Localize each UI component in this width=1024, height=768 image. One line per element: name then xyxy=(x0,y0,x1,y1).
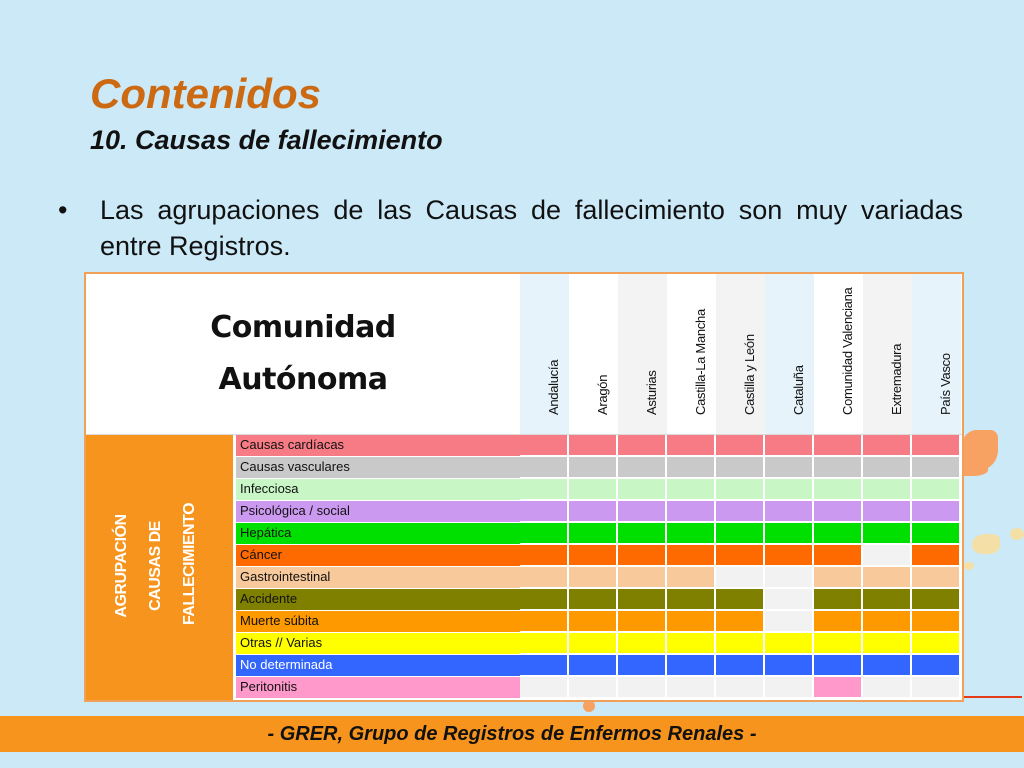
table-cell-filled xyxy=(912,545,961,567)
column-header xyxy=(716,274,765,434)
table-cell-filled xyxy=(814,501,863,523)
table-cell-filled xyxy=(716,479,765,501)
table-cell-filled xyxy=(716,655,765,677)
column-header-label: País Vasco xyxy=(938,353,953,415)
table-cell-filled xyxy=(618,589,667,611)
table-cell-filled xyxy=(863,435,912,457)
table-cell-filled xyxy=(569,523,618,545)
footer-bar xyxy=(0,716,1024,752)
table-cell-filled xyxy=(716,545,765,567)
table-cell-filled xyxy=(667,457,716,479)
table-cell-empty xyxy=(569,677,618,699)
column-header-label: Extremadura xyxy=(889,343,904,415)
table-cell-filled xyxy=(912,633,961,655)
table-cell-filled xyxy=(912,611,961,633)
table-cell-filled xyxy=(912,655,961,677)
column-header xyxy=(814,274,863,434)
table-cell-filled xyxy=(765,633,814,655)
table-cell-filled xyxy=(912,479,961,501)
table-cell-filled xyxy=(716,501,765,523)
table-cell-filled xyxy=(765,479,814,501)
table-cell-filled xyxy=(520,457,569,479)
row-label: Infecciosa xyxy=(240,481,299,496)
row-label: Cáncer xyxy=(240,547,282,562)
table-cell-empty xyxy=(765,567,814,589)
map-fragment xyxy=(1010,528,1024,540)
table-cell-empty xyxy=(716,567,765,589)
table-cell-empty xyxy=(618,677,667,699)
table-cell-filled xyxy=(863,523,912,545)
table-cell-filled xyxy=(863,501,912,523)
table-cell-empty xyxy=(863,677,912,699)
table-cell-filled xyxy=(618,523,667,545)
table-cell-filled xyxy=(618,501,667,523)
table-cell-filled xyxy=(520,545,569,567)
table-cell-filled xyxy=(814,589,863,611)
table-cell-filled xyxy=(814,611,863,633)
column-header xyxy=(765,274,814,434)
side-label-group xyxy=(86,435,233,700)
column-header-label: Comunidad Valenciana xyxy=(840,287,855,415)
table-cell-filled xyxy=(863,655,912,677)
table-cell-filled xyxy=(618,567,667,589)
table-cell-filled xyxy=(520,589,569,611)
table-cell-filled xyxy=(912,589,961,611)
row-label: Gastrointestinal xyxy=(240,569,331,584)
table-cell-filled xyxy=(667,523,716,545)
bullet-point xyxy=(58,192,963,264)
table-cell-filled xyxy=(814,545,863,567)
table-cell-filled xyxy=(569,633,618,655)
table-cell-filled xyxy=(814,457,863,479)
table-row xyxy=(236,677,522,699)
table-cell-filled xyxy=(569,567,618,589)
table-cell-filled xyxy=(520,479,569,501)
table-cell-filled xyxy=(814,655,863,677)
table-cell-filled xyxy=(667,435,716,457)
table-cell-filled xyxy=(912,523,961,545)
column-header xyxy=(912,274,961,434)
table-cell-filled xyxy=(569,457,618,479)
table-cell-filled xyxy=(814,479,863,501)
table-row xyxy=(236,501,522,523)
table-cell-filled xyxy=(520,655,569,677)
section-subtitle: 10. Causas de fallecimiento xyxy=(90,125,443,155)
bullet-icon: • xyxy=(58,195,68,225)
column-header-label: Castilla-La Mancha xyxy=(693,309,708,415)
table-cell-filled xyxy=(765,435,814,457)
bullet-text: Las agrupaciones de las Causas de fallecimiento son muy variadas entre Registros. xyxy=(100,195,963,261)
table-row xyxy=(236,435,522,457)
table-cell-filled xyxy=(863,457,912,479)
table-cell-filled xyxy=(814,633,863,655)
table-cell-filled xyxy=(863,479,912,501)
table-cell-filled xyxy=(765,523,814,545)
table-header-title-cell xyxy=(86,274,520,434)
table-cell-filled xyxy=(618,479,667,501)
table-cell-filled xyxy=(618,633,667,655)
table-cell-filled xyxy=(667,655,716,677)
table-cell-filled xyxy=(520,611,569,633)
side-label-2: CAUSAS DE xyxy=(147,521,164,611)
table-cell-empty xyxy=(765,611,814,633)
table-cell-filled xyxy=(569,655,618,677)
table-cell-filled xyxy=(618,435,667,457)
table-cell-filled xyxy=(814,523,863,545)
row-label: Causas cardíacas xyxy=(240,437,345,452)
side-label-3: FALLECIMIENTO xyxy=(181,502,198,626)
table-cell-filled xyxy=(618,611,667,633)
table-cell-filled xyxy=(667,545,716,567)
table-cell-filled xyxy=(667,501,716,523)
table-cell-filled xyxy=(716,633,765,655)
table-cell-filled xyxy=(863,589,912,611)
table-cell-filled xyxy=(520,567,569,589)
row-label: Peritonitis xyxy=(240,679,298,694)
table-cell-filled xyxy=(716,435,765,457)
table-cell-filled xyxy=(765,545,814,567)
column-header xyxy=(618,274,667,434)
column-header xyxy=(863,274,912,434)
map-fragment xyxy=(964,562,974,570)
table-cell-filled xyxy=(814,567,863,589)
table-row xyxy=(236,457,522,479)
table-cell-filled xyxy=(667,479,716,501)
row-label: Accidente xyxy=(240,591,298,606)
table-cell-filled xyxy=(863,611,912,633)
table-cell-empty xyxy=(863,545,912,567)
table-cell-filled xyxy=(814,677,863,699)
table-cell-filled xyxy=(716,457,765,479)
footer-text: - GRER, Grupo de Registros de Enfermos Renales - xyxy=(267,722,757,745)
table-cell-filled xyxy=(863,633,912,655)
table-cell-empty xyxy=(716,677,765,699)
table-cell-filled xyxy=(765,501,814,523)
row-label: Otras // Varias xyxy=(240,635,323,650)
table-cell-filled xyxy=(618,545,667,567)
map-fragment xyxy=(972,534,1000,554)
table-cell-filled xyxy=(814,435,863,457)
table-row xyxy=(236,633,522,655)
table-row xyxy=(236,567,522,589)
row-label: No determinada xyxy=(240,657,333,672)
table-cell-filled xyxy=(520,633,569,655)
table-row xyxy=(236,523,522,545)
table-cell-filled xyxy=(667,611,716,633)
table-cell-filled xyxy=(667,589,716,611)
table-header-line-2: Autónoma xyxy=(218,362,388,397)
table-cell-filled xyxy=(716,523,765,545)
row-label: Causas vasculares xyxy=(240,459,350,474)
table-cell-filled xyxy=(667,633,716,655)
page-title: Contenidos xyxy=(90,70,321,117)
row-label: Muerte súbita xyxy=(240,613,319,628)
table-cell-filled xyxy=(569,545,618,567)
table-cell-filled xyxy=(520,435,569,457)
table-header-title xyxy=(86,302,520,406)
row-label: Hepática xyxy=(240,525,292,540)
table-row xyxy=(236,611,522,633)
column-header xyxy=(569,274,618,434)
column-header-label: Cataluña xyxy=(791,365,806,415)
column-header xyxy=(667,274,716,434)
row-label: Psicológica / social xyxy=(240,503,350,518)
table-cell-filled xyxy=(520,501,569,523)
column-header xyxy=(520,274,569,434)
table-cell-filled xyxy=(569,611,618,633)
table-cell-filled xyxy=(912,567,961,589)
table-cell-empty xyxy=(667,677,716,699)
column-header-label: Aragón xyxy=(595,374,610,415)
table-cell-filled xyxy=(667,567,716,589)
table-row xyxy=(236,545,522,567)
table-cell-filled xyxy=(569,589,618,611)
table-row xyxy=(236,655,522,677)
table-cell-filled xyxy=(618,655,667,677)
table-cell-empty xyxy=(520,677,569,699)
causes-table xyxy=(84,272,964,702)
column-header-label: Andalucía xyxy=(546,359,561,415)
column-header-label: Castilla y León xyxy=(742,334,757,415)
column-header-label: Asturias xyxy=(644,370,659,415)
table-cell-filled xyxy=(765,655,814,677)
decorative-line xyxy=(964,696,1022,698)
table-cell-filled xyxy=(569,479,618,501)
table-cell-filled xyxy=(912,501,961,523)
table-cell-filled xyxy=(912,457,961,479)
table-cell-filled xyxy=(863,567,912,589)
table-cell-filled xyxy=(765,457,814,479)
table-cell-filled xyxy=(716,611,765,633)
table-row xyxy=(236,589,522,611)
table-cell-empty xyxy=(912,677,961,699)
table-cell-empty xyxy=(765,589,814,611)
table-cell-filled xyxy=(618,457,667,479)
table-header-line-1: Comunidad xyxy=(210,310,396,345)
side-label-1: AGRUPACIÓN xyxy=(113,514,130,618)
table-cell-empty xyxy=(765,677,814,699)
table-cell-filled xyxy=(716,589,765,611)
table-row xyxy=(236,479,522,501)
table-cell-filled xyxy=(912,435,961,457)
table-cell-filled xyxy=(520,523,569,545)
table-cell-filled xyxy=(569,501,618,523)
table-cell-filled xyxy=(569,435,618,457)
